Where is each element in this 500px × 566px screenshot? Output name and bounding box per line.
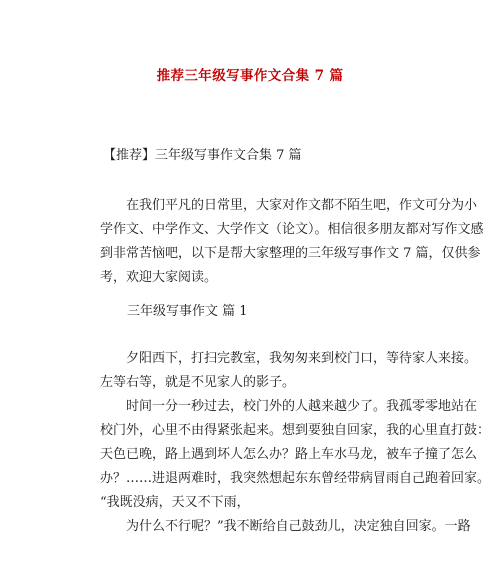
section-heading: 三年级写事作文 篇 1 — [127, 304, 248, 319]
paragraph-line: 左等右等，就是不见家人的影子。 — [100, 375, 296, 390]
document-title: 推荐三年级写事作文合集 7 篇 — [156, 68, 344, 84]
paragraph-line: 办？……进退两难时，我突然想起东东曾经带病冒雨自己跑着回家。 — [100, 471, 491, 486]
essay-body — [100, 347, 491, 539]
paragraph-line: 到非常苦恼吧，以下是帮大家整理的三年级写事作文 7 篇，仅供参 — [100, 246, 481, 261]
paragraph-line: 夕阳西下，打扫完教室，我匆匆来到校门口，等待家人来接。 — [126, 351, 478, 366]
paragraph-line: 校门外，心里不由得紧张起来。想到要独自回家，我的心里直打鼓： — [100, 423, 491, 438]
paragraph-line: 为什么不行呢？”我不断给自己鼓劲儿，决定独自回家。一路 — [126, 519, 471, 534]
paragraph-line: 学作文、中学作文、大学作文（论文）。相信很多朋友都对写作文感 — [100, 222, 484, 237]
paragraph-line: “我既没病，天又不下雨， — [100, 495, 250, 510]
paragraph-line: 考，欢迎大家阅读。 — [100, 270, 218, 285]
document-subtitle: 【推荐】三年级写事作文合集 7 篇 — [103, 148, 302, 163]
paragraph-line: 时间一分一秒过去，校门外的人越来越少了。我孤零零地站在 — [126, 399, 478, 414]
intro-paragraph — [100, 194, 484, 290]
paragraph-line: 在我们平凡的日常里，大家对作文都不陌生吧，作文可分为小 — [126, 198, 478, 213]
paragraph-line: 天色已晚，路上遇到坏人怎么办？路上车水马龙，被车子撞了怎么 — [100, 447, 478, 462]
